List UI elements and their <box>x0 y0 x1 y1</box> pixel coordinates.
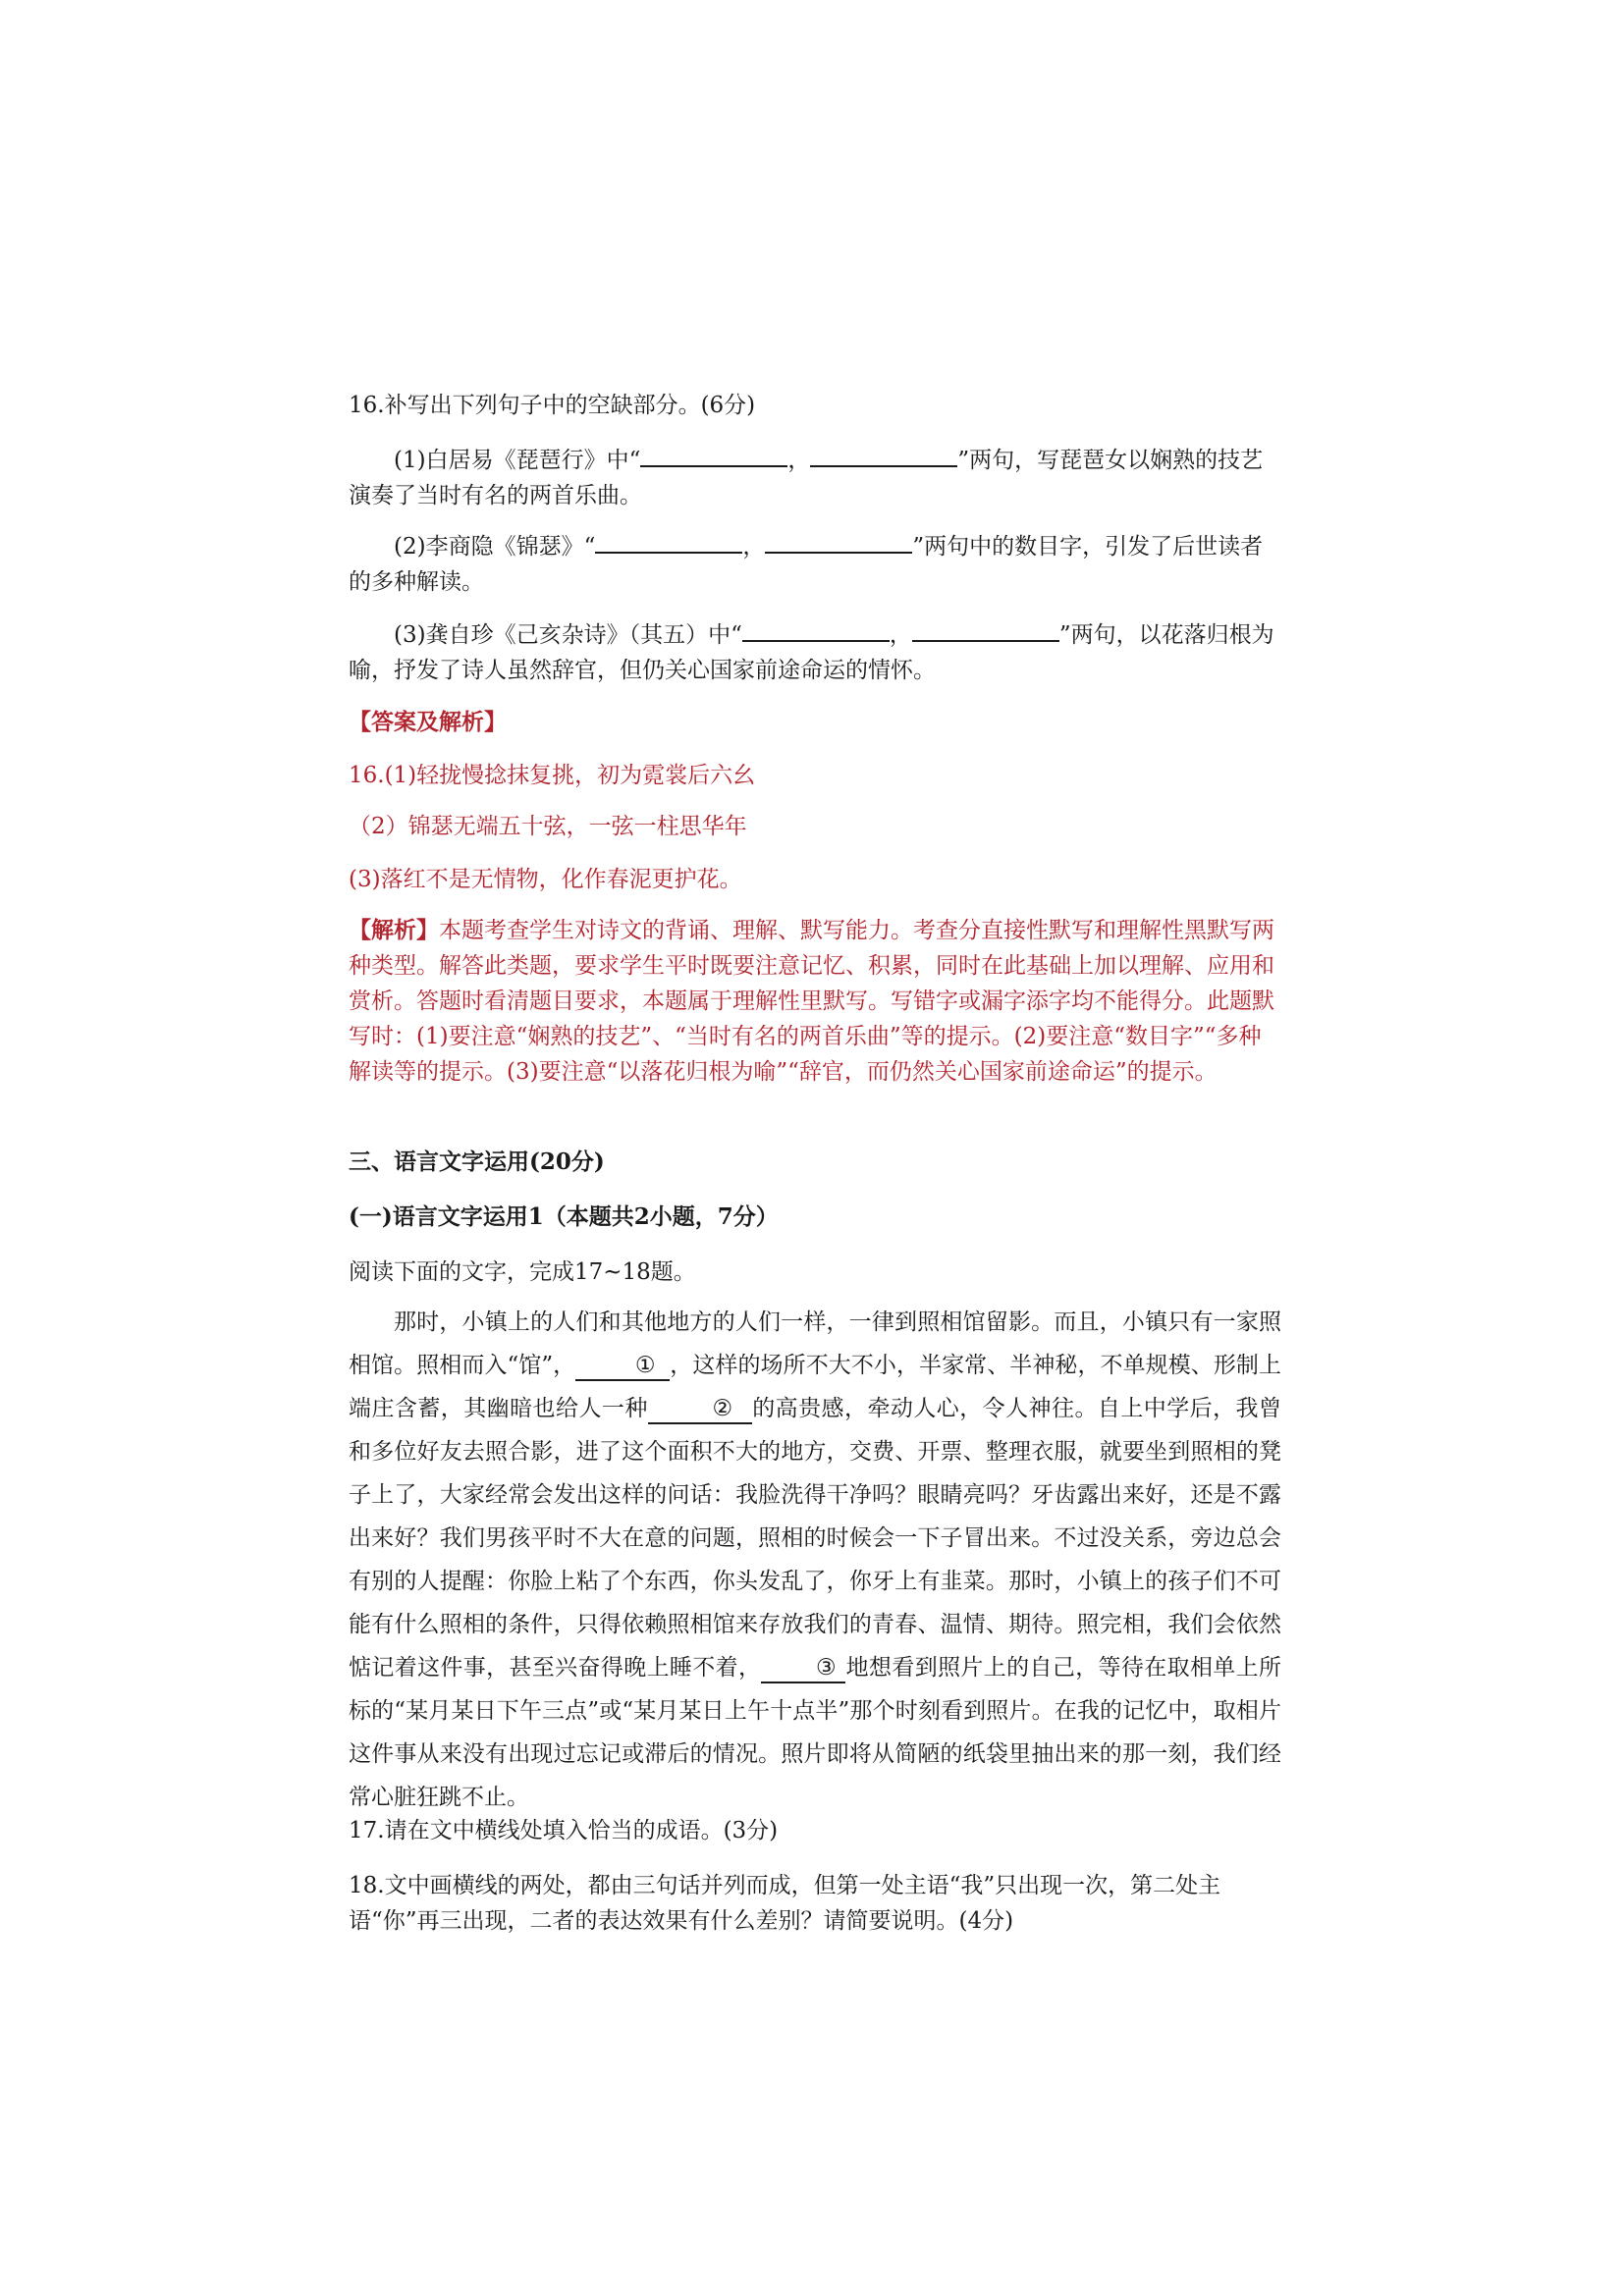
item-1-prefix: (1)白居易《琵琶行》中“ <box>394 448 641 473</box>
answer-blank[interactable] <box>742 616 890 642</box>
answer-blank[interactable] <box>765 528 912 554</box>
item-1-suffix: ”两句，写琵琶女以娴熟的技艺演奏了当时有名的两首乐曲。 <box>349 448 1264 508</box>
fill-blank-1[interactable]: ① <box>575 1352 670 1381</box>
reading-passage <box>349 1301 1281 1819</box>
question-18: 18.文中画横线的两处，都由三句话并列而成，但第一处主语“我”只出现一次，第二处主语“你”再三出现，二者的表达效果有什么差别？请简要说明。(4分) <box>349 1873 1221 1934</box>
subsection-1-title: (一)语言文字运用1（本题共2小题，7分） <box>349 1203 779 1230</box>
passage-part-3: 的高贵感，牵动人心，令人神往。自上中学后，我曾和多位好友去照合影，进了这个面积不大的地方，交费、开票、整理衣服，就要坐到照相的凳子上了，大家经常会发出这样的问话：我脸洗得干净吗？眼睛亮吗？牙齿露出来好，还是不露出来好？我们男孩平时不大在意的问题，照相的时候会一下子冒出来。不过没关系，旁边总会有别的人提醒：你脸上粘了个东西，你头发乱了，你牙上有韭菜。那时，小镇上的孩子们不可能有什么照相的条件，只得依赖照相馆来存放我们的青春、温情、期待。照完相，我们会依然惦记着这件事，甚至兴奋得晚上睡不着， <box>349 1396 1282 1681</box>
analysis-text: 本题考查学生对诗文的背诵、理解、默写能力。考查分直接性默写和理解性黑默写两种类型。解答此类题，要求学生平时既要注意记忆、积累，同时在此基础上加以理解、应用和赏析。答题时看清题目要求，本题属于理解性里默写。写错字或漏字添字均不能得分。此题默写时：(1)要注意“娴熟的技艺”、“当时有名的两首乐曲”等的提示。(2)要注意“数目字”“多种解读等的提示。(3)要注意“以落花归根为喻”“辞官，而仍然关心国家前途命运”的提示。 <box>349 918 1274 1085</box>
item-2-suffix: ”两句中的数目字，引发了后世读者的多种解读。 <box>349 534 1264 595</box>
item-3-comma: ， <box>889 622 912 648</box>
passage-part-2: ，这样的场所不大不小，半家常、半神秘，不单规模、形制上端庄含蓄，其幽暗也给人一种 <box>349 1353 1281 1421</box>
analysis-paragraph <box>349 913 1281 1090</box>
answer-heading: 【答案及解析】 <box>349 709 507 735</box>
item-3-prefix: (3)龚自珍《己亥杂诗》（其五）中“ <box>394 622 742 648</box>
section-3-title: 三、语言文字运用(20分) <box>349 1148 605 1175</box>
passage-part-4: 地想看到照片上的自己，等待在取相单上所标的“某月某日下午三点”或“某月某日上午十点半”那个时刻看到照片。在我的记忆中，取相片这件事从来没有出现过忘记或滞后的情况。照片即将从简陋的纸袋里抽出来的那一刻，我们经常心脏狂跳不止。 <box>349 1655 1282 1810</box>
answer-line-2: （2）锦瑟无端五十弦，一弦一柱思华年 <box>349 814 747 839</box>
answer-line-1: 16.(1)轻拢慢捻抹复挑，初为霓裳后六幺 <box>349 763 756 788</box>
question-16-item-1 <box>349 442 1281 513</box>
item-2-comma: ， <box>742 534 766 560</box>
analysis-label: 【解析】 <box>349 917 439 943</box>
answer-blank[interactable] <box>810 442 957 467</box>
question-17: 17.请在文中横线处填入恰当的成语。(3分) <box>349 1818 779 1843</box>
answer-blank[interactable] <box>595 528 742 554</box>
question-16-item-3 <box>349 616 1281 688</box>
item-3-suffix: ”两句，以花落归根为喻，抒发了诗人虽然辞官，但仍关心国家前途命运的情怀。 <box>349 622 1274 683</box>
answer-blank[interactable] <box>640 442 787 467</box>
passage-part-1: 那时，小镇上的人们和其他地方的人们一样，一律到照相馆留影。而且，小镇只有一家照相馆。照相而入“馆”， <box>349 1309 1281 1378</box>
question-16-item-2 <box>349 528 1281 600</box>
question-16-stem: 16.补写出下列句子中的空缺部分。(6分) <box>349 393 756 418</box>
reading-instruction: 阅读下面的文字，完成17~18题。 <box>349 1259 696 1285</box>
item-1-comma: ， <box>787 448 811 473</box>
fill-blank-2[interactable]: ② <box>648 1395 752 1424</box>
answer-blank[interactable] <box>912 616 1059 642</box>
answer-line-3: (3)落红不是无情物，化作春泥更护花。 <box>349 867 742 892</box>
item-2-prefix: (2)李商隐《锦瑟》“ <box>394 534 596 560</box>
fill-blank-3[interactable]: ③ <box>761 1654 845 1683</box>
